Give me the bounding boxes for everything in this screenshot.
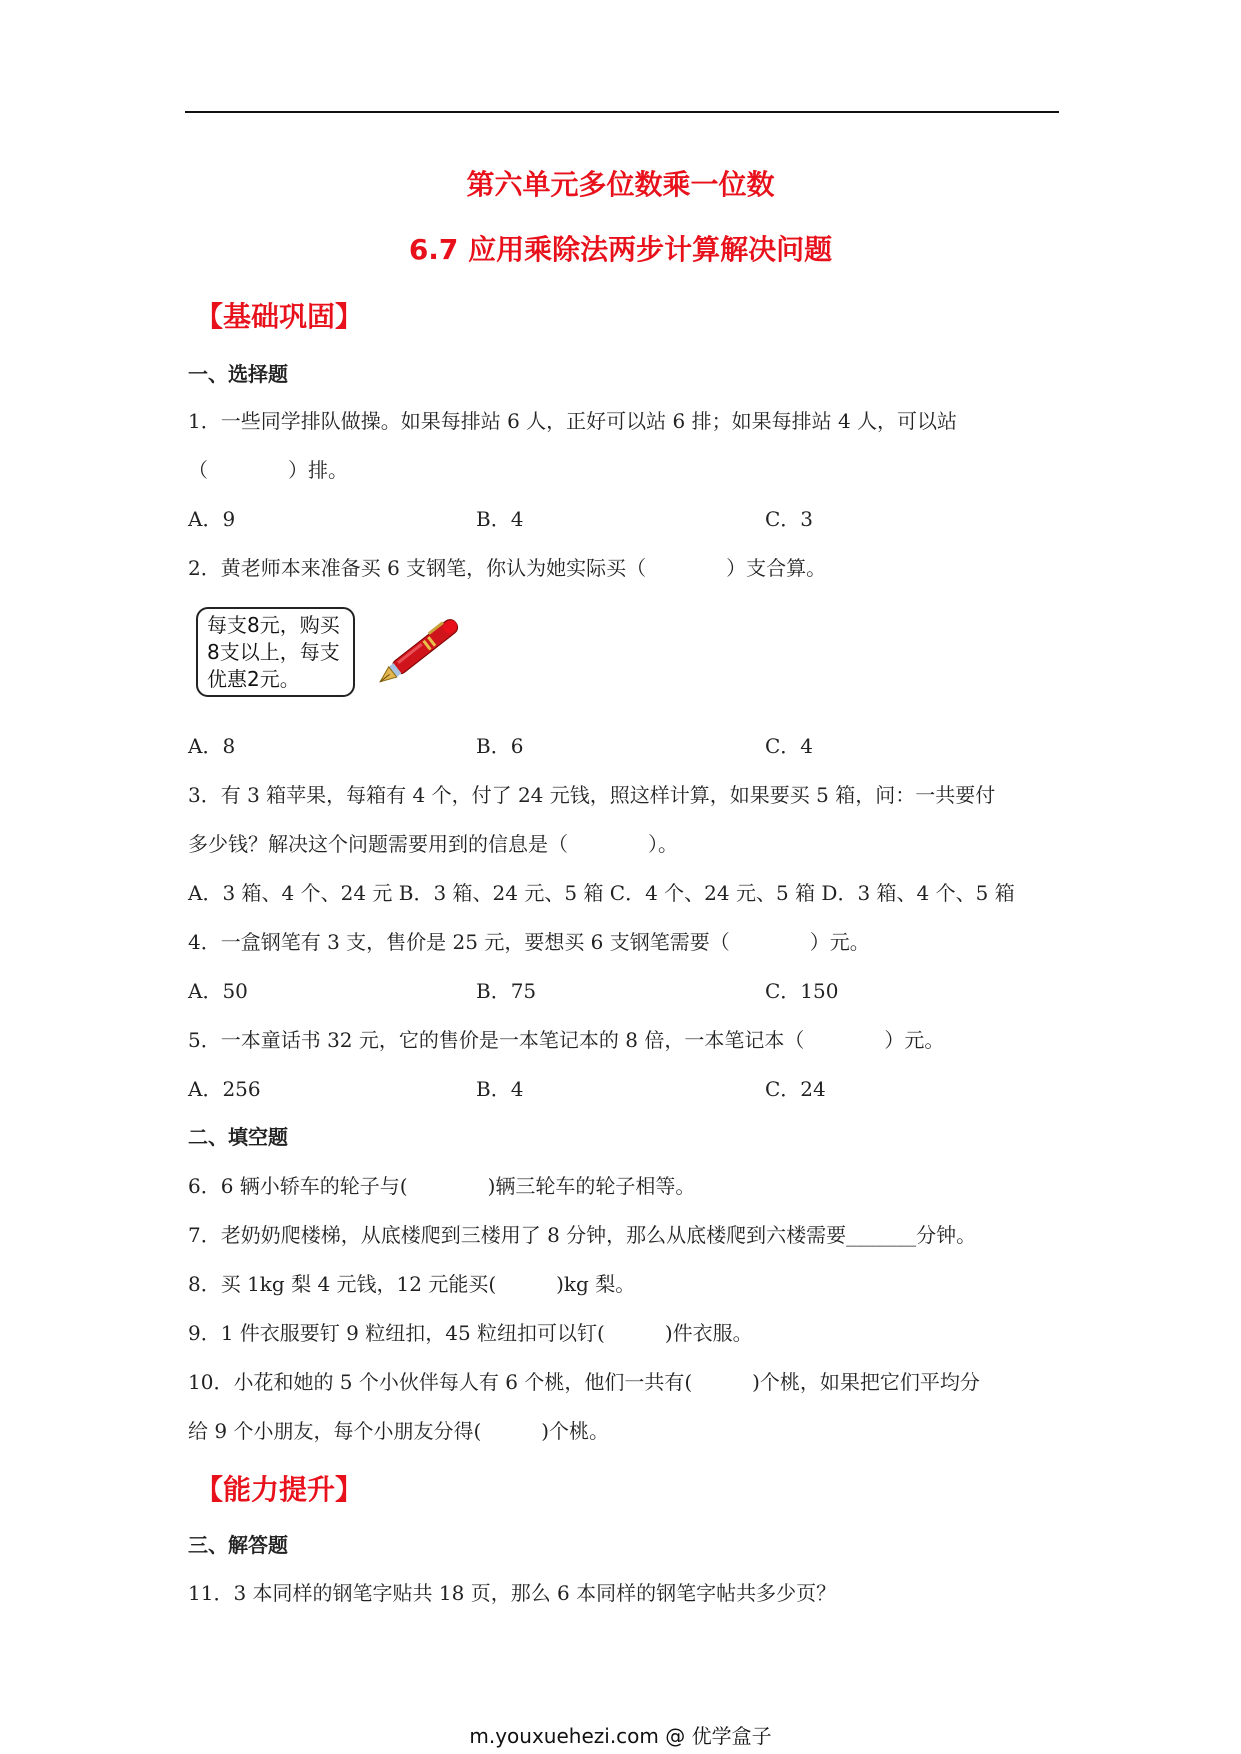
footer-watermark[interactable]: m.youxuehezi.com @ 优学盒子 xyxy=(469,1724,772,1748)
notice-line: 每支8元，购买 xyxy=(207,613,340,637)
question-10-line-2: 给 9 个小朋友，每个小朋友分得( )个桃。 xyxy=(188,1419,610,1443)
question-2-option-a[interactable]: A．8 xyxy=(188,734,236,758)
fountain-pen-icon xyxy=(365,605,475,695)
notice-line: 8支以上，每支 xyxy=(207,640,340,664)
question-1-line-1: 1．一些同学排队做操。如果每排站 6 人，正好可以站 6 排；如果每排站 4 人，可以站 xyxy=(188,409,958,433)
question-3-line-2: 多少钱？解决这个问题需要用到的信息是（ ）。 xyxy=(188,832,678,856)
question-1-option-c[interactable]: C．3 xyxy=(765,507,814,531)
question-11: 11．3 本同样的钢笔字贴共 18 页，那么 6 本同样的钢笔字帖共多少页？ xyxy=(188,1581,837,1605)
heading-fill: 二、填空题 xyxy=(188,1125,288,1149)
question-5-option-b[interactable]: B．4 xyxy=(476,1077,524,1101)
question-1-option-a[interactable]: A．9 xyxy=(188,507,236,531)
page-title: 第六单元多位数乘一位数 xyxy=(466,168,775,201)
heading-answer: 三、解答题 xyxy=(188,1533,288,1557)
question-3-options[interactable]: A．3 箱、4 个、24 元 B．3 箱、24 元、5 箱 C．4 个、24 元、5 箱 D．3 箱、4 个、5 箱 xyxy=(188,881,1015,905)
question-2-option-c[interactable]: C．4 xyxy=(765,734,814,758)
notice-line: 优惠2元。 xyxy=(207,667,300,691)
question-3-line-1: 3．有 3 箱苹果，每箱有 4 个，付了 24 元钱，照这样计算，如果要买 5 箱，问：一共要付 xyxy=(188,783,996,807)
price-notice-box xyxy=(196,607,355,697)
question-8: 8．买 1kg 梨 4 元钱，12 元能买( )kg 梨。 xyxy=(188,1272,636,1296)
question-1-line-2: （ ）排。 xyxy=(188,458,348,482)
question-5-option-a[interactable]: A．256 xyxy=(188,1077,261,1101)
question-1-option-b[interactable]: B．4 xyxy=(476,507,524,531)
header-rule xyxy=(185,111,1059,113)
question-5-option-c[interactable]: C．24 xyxy=(765,1077,826,1101)
page-subtitle: 6.7 应用乘除法两步计算解决问题 xyxy=(408,233,833,266)
heading-choice: 一、选择题 xyxy=(188,362,288,386)
question-4-option-a[interactable]: A．50 xyxy=(188,979,248,1003)
question-10-line-1: 10．小花和她的 5 个小伙伴每人有 6 个桃，他们一共有( )个桃，如果把它们平均分 xyxy=(188,1370,980,1394)
question-9: 9．1 件衣服要钉 9 粒纽扣，45 粒纽扣可以钉( )件衣服。 xyxy=(188,1321,753,1345)
question-4-option-b[interactable]: B．75 xyxy=(476,979,537,1003)
question-2-option-b[interactable]: B．6 xyxy=(476,734,524,758)
section-advanced: 【能力提升】 xyxy=(195,1473,364,1506)
question-4-line-1: 4．一盒钢笔有 3 支，售价是 25 元，要想买 6 支钢笔需要（ ）元。 xyxy=(188,930,870,954)
question-5-line-1: 5．一本童话书 32 元，它的售价是一本笔记本的 8 倍，一本笔记本（ ）元。 xyxy=(188,1028,945,1052)
question-4-option-c[interactable]: C．150 xyxy=(765,979,839,1003)
question-6: 6．6 辆小轿车的轮子与( )辆三轮车的轮子相等。 xyxy=(188,1174,696,1198)
section-basic: 【基础巩固】 xyxy=(195,300,364,333)
question-7: 7．老奶奶爬楼梯，从底楼爬到三楼用了 8 分钟，那么从底楼爬到六楼需要_______分钟。 xyxy=(188,1223,977,1247)
question-2-line-1: 2．黄老师本来准备买 6 支钢笔，你认为她实际买（ ）支合算。 xyxy=(188,556,827,580)
